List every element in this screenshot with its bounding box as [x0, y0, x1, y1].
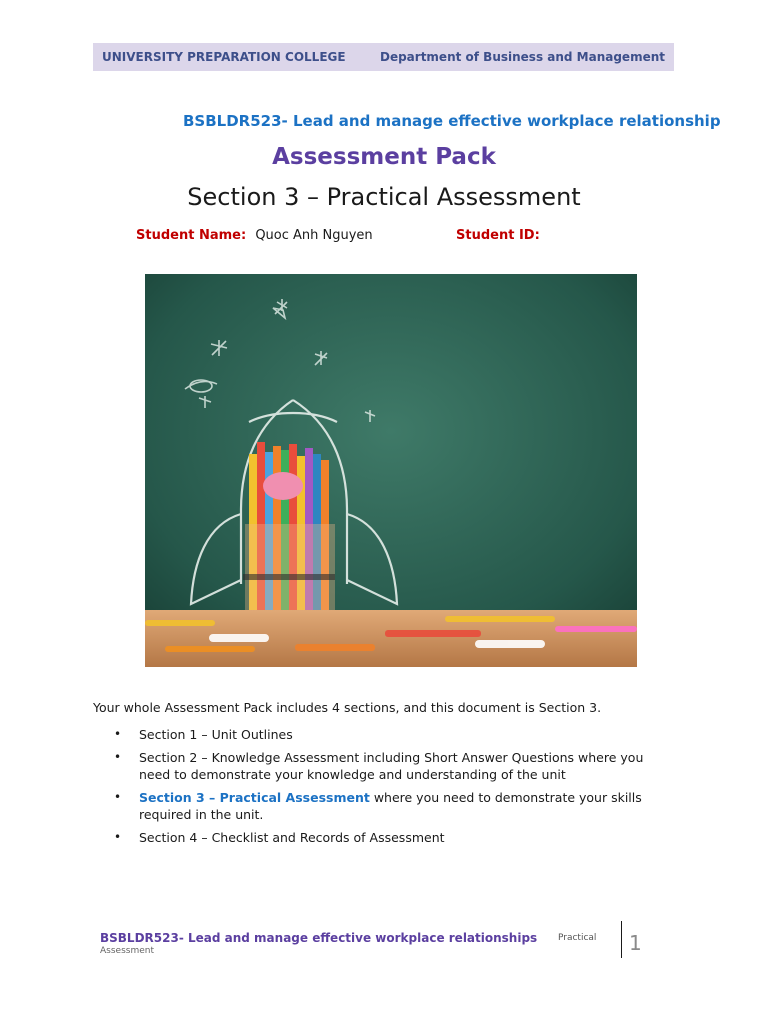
header-band: [93, 43, 674, 71]
bullet-icon: •: [114, 790, 122, 804]
section-3-link[interactable]: Section 3 – Practical Assessment: [139, 790, 370, 805]
rocket-chalk-drawing-icon: [145, 274, 637, 667]
student-name-label: Student Name:: [136, 228, 247, 243]
section-2-text: Section 2 – Knowledge Assessment including Short Answer Questions where you need to demonstrate your knowledge and understanding of the unit: [139, 750, 644, 782]
student-id-label: Student ID:: [456, 228, 540, 243]
sections-list: [93, 726, 673, 852]
section-4-text: Section 4 – Checklist and Records of Assessment: [139, 830, 445, 845]
student-id-row: [456, 228, 540, 243]
bullet-icon: •: [114, 750, 122, 764]
footer-divider: [621, 921, 622, 958]
student-name-row: [136, 228, 373, 243]
page-number: 1: [629, 931, 642, 955]
intro-text: Your whole Assessment Pack includes 4 sections, and this document is Section 3.: [93, 700, 602, 715]
college-name: UNIVERSITY PREPARATION COLLEGE: [102, 50, 346, 64]
assessment-pack-title: Assessment Pack: [272, 144, 496, 170]
list-item: [93, 789, 673, 823]
department-name: Department of Business and Management: [379, 50, 665, 64]
footer-unit-title: BSBLDR523- Lead and manage effective workplace relationships: [100, 931, 538, 945]
section-3-text: where you need to demonstrate your skills required in the unit.: [139, 790, 642, 822]
bullet-icon: •: [114, 727, 122, 741]
section-title: Section 3 – Practical Assessment: [187, 183, 581, 211]
bullet-icon: •: [114, 830, 122, 844]
section-1-text: Section 1 – Unit Outlines: [139, 727, 293, 742]
student-name-value: Quoc Anh Nguyen: [255, 228, 373, 243]
list-item: [93, 726, 673, 743]
unit-title: BSBLDR523- Lead and manage effective workplace relationship: [183, 112, 721, 130]
list-item: [93, 829, 673, 846]
list-item: [93, 749, 673, 783]
footer-subtitle: Assessment: [100, 946, 154, 956]
footer-practical-label: Practical: [558, 933, 597, 943]
